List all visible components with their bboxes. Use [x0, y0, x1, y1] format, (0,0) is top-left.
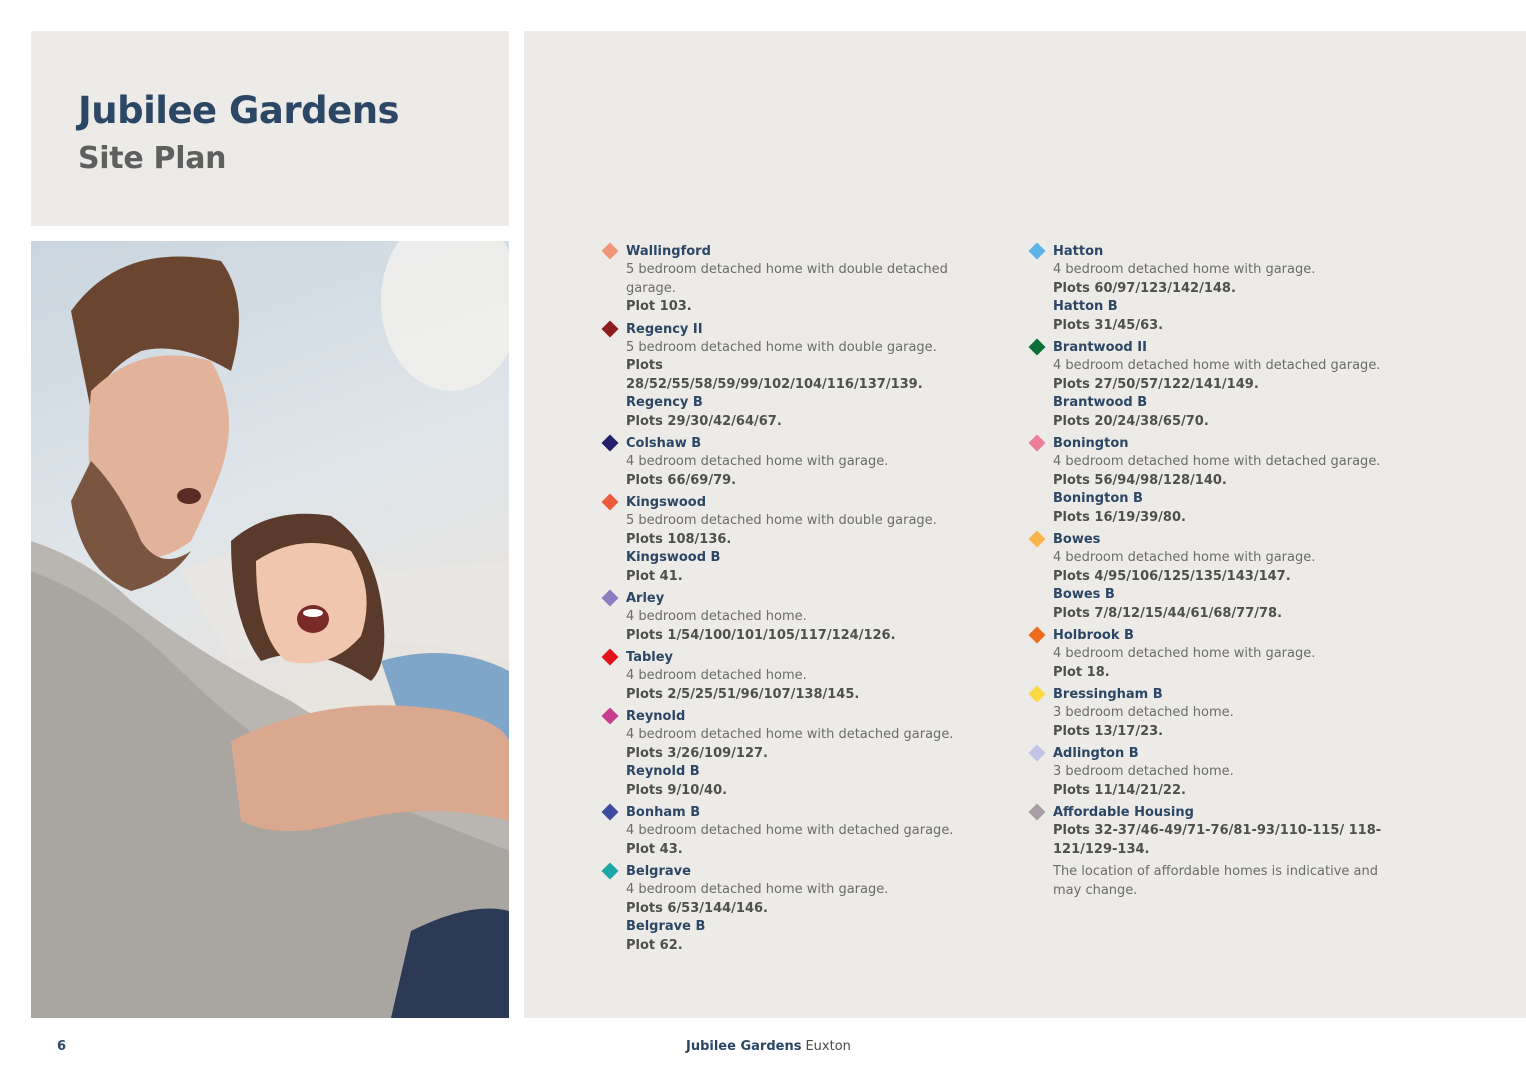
house-type-description: 4 bedroom detached home with detached garage.: [1053, 454, 1381, 469]
legend-entry: [602, 320, 962, 432]
diamond-marker-icon: [1029, 745, 1046, 762]
plot-numbers: Plots 13/17/23.: [1053, 723, 1164, 739]
legend-panel: [524, 31, 1526, 1018]
variant-plot-numbers: Plots 29/30/42/64/67.: [626, 413, 782, 429]
house-type-name: Kingswood: [626, 495, 707, 510]
plot-numbers: Plots 108/136.: [626, 531, 732, 547]
diamond-marker-icon: [602, 708, 619, 725]
plot-numbers: Plots 1/54/100/101/105/117/124/126.: [626, 627, 896, 643]
house-type-description: 4 bedroom detached home.: [626, 668, 807, 683]
plot-numbers: Plots 60/97/123/142/148.: [1053, 280, 1236, 296]
footer-development: Jubilee Gardens: [686, 1039, 802, 1054]
house-type-variant-name: Brantwood B: [1053, 395, 1148, 410]
legend-entry: [602, 707, 962, 800]
diamond-marker-icon: [602, 804, 619, 821]
legend-entry: [602, 242, 962, 317]
house-type-name: Reynold: [626, 709, 686, 724]
plot-numbers: Plots 56/94/98/128/140.: [1053, 472, 1227, 488]
diamond-marker-icon: [1029, 531, 1046, 548]
variant-plot-numbers: Plots 9/10/40.: [626, 782, 728, 798]
legend-entry: [1029, 685, 1389, 741]
legend-column-left: [602, 242, 962, 958]
plot-numbers: Plots 11/14/21/22.: [1053, 782, 1186, 798]
legend-entry: [1029, 626, 1389, 682]
house-type-variant-name: Belgrave B: [626, 919, 706, 934]
house-type-name: Bressingham B: [1053, 687, 1163, 702]
house-type-name: Bowes: [1053, 532, 1101, 547]
house-type-name: Brantwood II: [1053, 340, 1147, 355]
variant-plot-numbers: Plot 62.: [626, 937, 683, 953]
house-type-description: 4 bedroom detached home with garage.: [1053, 262, 1316, 277]
legend-entry: [1029, 803, 1389, 900]
plot-numbers: Plots 32-37/46-49/71-76/81-93/110-115/ 118-121/129-134.: [1053, 823, 1382, 857]
plot-numbers: Plot 18.: [1053, 664, 1110, 680]
diamond-marker-icon: [602, 243, 619, 260]
variant-plot-numbers: Plots 16/19/39/80.: [1053, 509, 1186, 525]
legend-entry: [602, 434, 962, 490]
legend-entry: [602, 589, 962, 645]
plot-numbers: Plots 4/95/106/125/135/143/147.: [1053, 568, 1291, 584]
diamond-marker-icon: [602, 590, 619, 607]
house-type-description: 4 bedroom detached home with detached garage.: [1053, 358, 1381, 373]
footer-title: [686, 1039, 851, 1054]
house-type-description: 4 bedroom detached home with garage.: [1053, 646, 1316, 661]
plot-numbers: Plots 27/50/57/122/141/149.: [1053, 376, 1259, 392]
house-type-variant-name: Hatton B: [1053, 299, 1118, 314]
diamond-marker-icon: [602, 863, 619, 880]
house-type-description: 5 bedroom detached home with double garage.: [626, 339, 937, 355]
diamond-marker-icon: [1029, 686, 1046, 703]
house-type-description: 4 bedroom detached home with garage.: [1053, 550, 1316, 565]
house-type-description: 4 bedroom detached home.: [626, 609, 807, 624]
diamond-marker-icon: [602, 649, 619, 666]
legend-entry: [602, 493, 962, 586]
house-type-name: Arley: [626, 591, 665, 606]
title-panel: [31, 31, 509, 226]
legend-column-right: [1029, 242, 1389, 903]
house-type-name: Adlington B: [1053, 746, 1139, 761]
legend-entry: [1029, 530, 1389, 623]
plot-numbers: Plot 103.: [626, 299, 692, 314]
house-type-description: 5 bedroom detached home with double garage.: [626, 513, 937, 528]
house-type-description: 4 bedroom detached home with garage.: [626, 882, 889, 897]
legend-entry: [1029, 242, 1389, 335]
variant-plot-numbers: Plot 41.: [626, 568, 683, 584]
house-type-name: Colshaw B: [626, 436, 702, 451]
house-type-name: Regency II: [626, 321, 703, 337]
house-type-description: 4 bedroom detached home with detached garage.: [626, 727, 954, 742]
house-type-description: 4 bedroom detached home with detached garage.: [626, 823, 954, 838]
house-type-variant-name: Reynold B: [626, 764, 700, 779]
affordable-housing-note: The location of affordable homes is indicative and may change.: [1053, 864, 1378, 898]
variant-plot-numbers: Plots 20/24/38/65/70.: [1053, 413, 1209, 429]
family-photo-illustration: [31, 241, 509, 1018]
plot-numbers: Plots 2/5/25/51/96/107/138/145.: [626, 686, 860, 702]
house-type-name: Affordable Housing: [1053, 805, 1194, 820]
house-type-name: Belgrave: [626, 864, 691, 879]
legend-entry: [602, 803, 962, 859]
house-type-variant-name: Regency B: [626, 395, 703, 410]
diamond-marker-icon: [1029, 627, 1046, 644]
family-photo: [31, 241, 509, 1018]
house-type-name: Wallingford: [626, 244, 711, 259]
page-title: Jubilee Gardens: [78, 89, 400, 132]
house-type-description: 3 bedroom detached home.: [1053, 764, 1234, 779]
plot-numbers: Plots 6/53/144/146.: [626, 900, 768, 916]
house-type-description: 4 bedroom detached home with garage.: [626, 454, 889, 469]
diamond-marker-icon: [1029, 435, 1046, 452]
page-number: 6: [57, 1039, 67, 1054]
diamond-marker-icon: [1029, 243, 1046, 260]
footer-location: Euxton: [805, 1039, 851, 1054]
house-type-variant-name: Kingswood B: [626, 550, 721, 565]
house-type-name: Hatton: [1053, 244, 1104, 259]
house-type-variant-name: Bowes B: [1053, 587, 1115, 602]
house-type-name: Bonham B: [626, 805, 701, 820]
house-type-name: Bonington: [1053, 436, 1129, 451]
legend-entry: [1029, 434, 1389, 527]
house-type-description: 3 bedroom detached home.: [1053, 705, 1234, 720]
house-type-name: Holbrook B: [1053, 628, 1134, 643]
plot-numbers: Plots 28/52/55/58/59/99/102/104/116/137/139.: [626, 358, 923, 392]
house-type-variant-name: Bonington B: [1053, 491, 1143, 506]
diamond-marker-icon: [602, 320, 619, 337]
legend-entry: [1029, 338, 1389, 431]
diamond-marker-icon: [602, 435, 619, 452]
legend-entry: [602, 648, 962, 704]
diamond-marker-icon: [602, 494, 619, 511]
page-subtitle: Site Plan: [78, 141, 227, 176]
house-type-name: Tabley: [626, 650, 674, 665]
variant-plot-numbers: Plots 31/45/63.: [1053, 317, 1164, 333]
diamond-marker-icon: [1029, 339, 1046, 356]
plot-numbers: Plots 3/26/109/127.: [626, 745, 768, 761]
variant-plot-numbers: Plots 7/8/12/15/44/61/68/77/78.: [1053, 605, 1283, 621]
legend-entry: [602, 862, 962, 955]
diamond-marker-icon: [1029, 804, 1046, 821]
plot-numbers: Plots 66/69/79.: [626, 472, 737, 488]
legend-entry: [1029, 744, 1389, 800]
plot-numbers: Plot 43.: [626, 841, 683, 857]
house-type-description: 5 bedroom detached home with double detached garage.: [626, 262, 948, 296]
